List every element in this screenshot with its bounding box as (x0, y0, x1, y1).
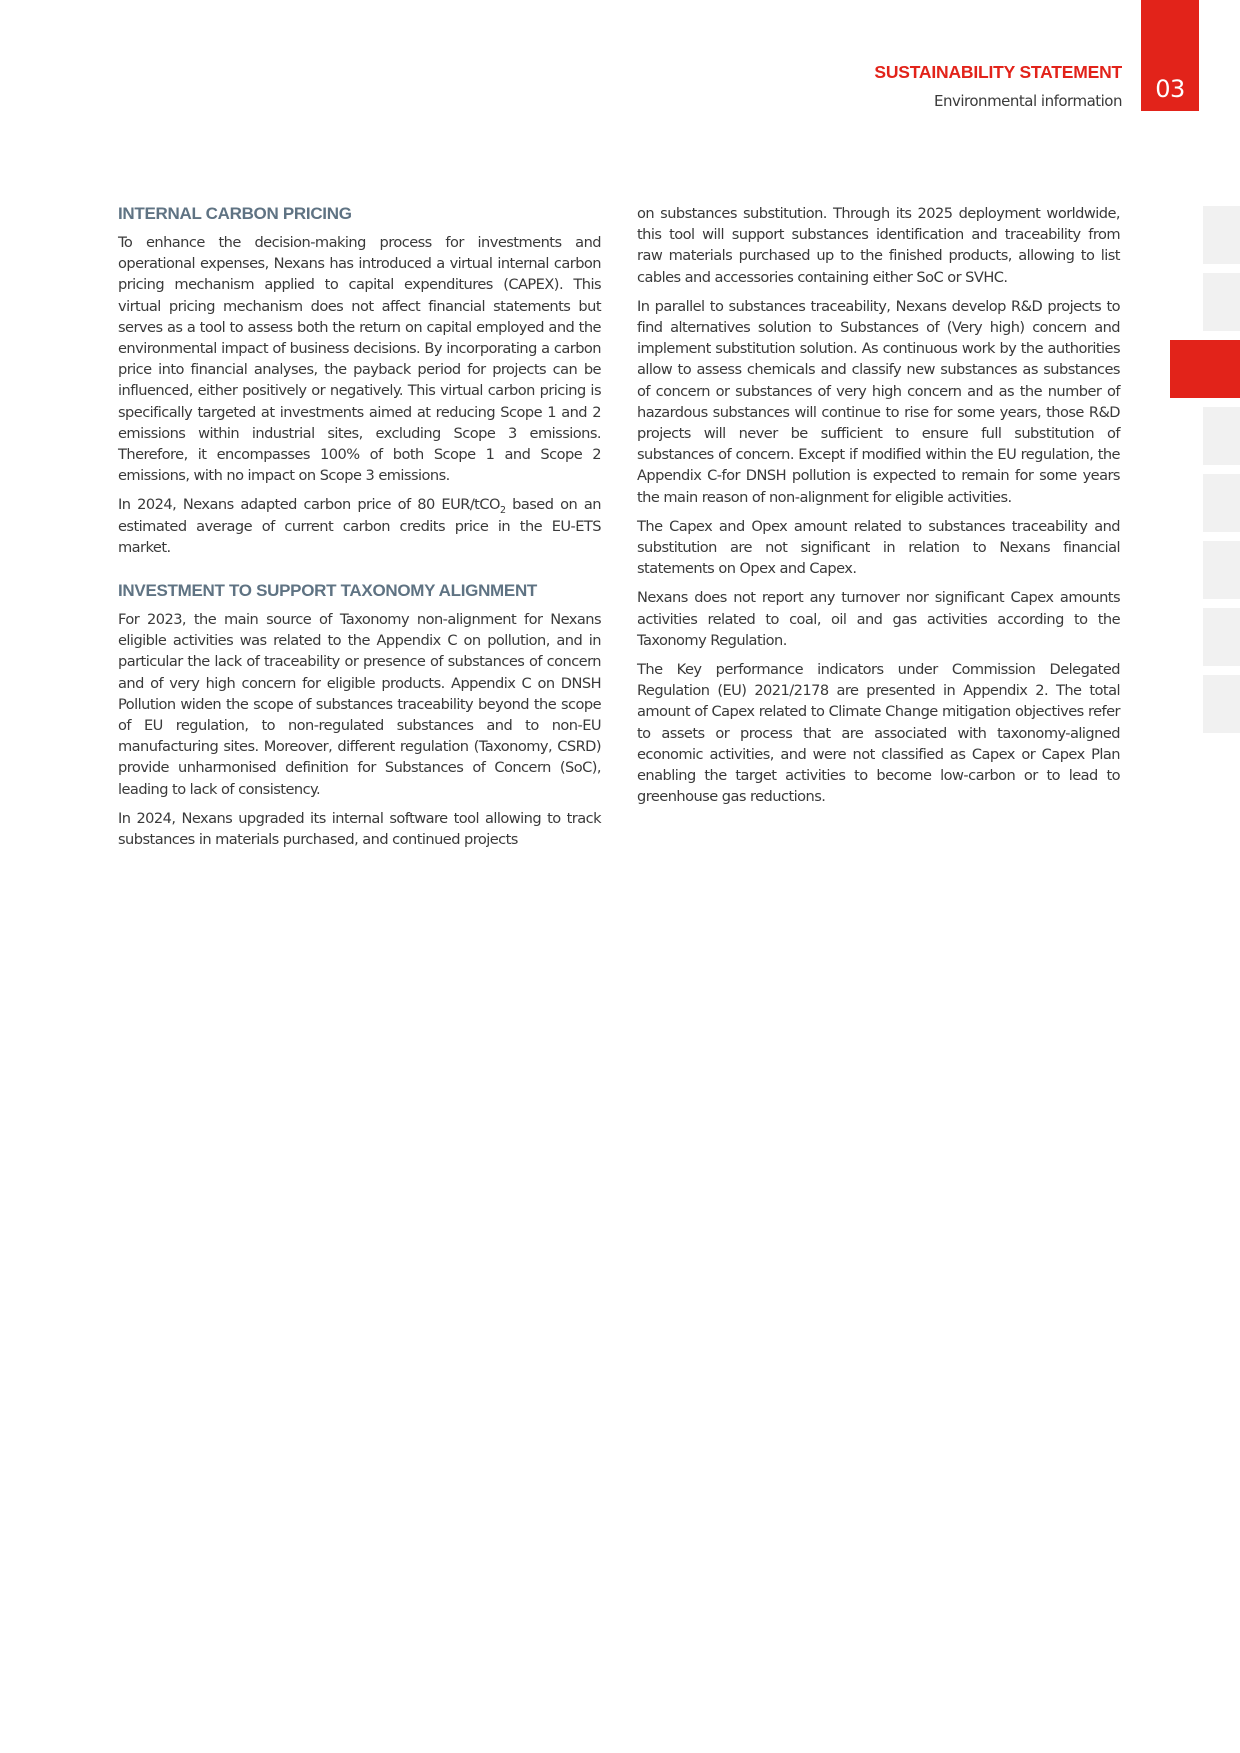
chapter-tab-1[interactable] (1203, 206, 1240, 264)
carbon-price-text-end: based on an estimated average of current carbon credits price in the EU-ETS market. (118, 496, 601, 556)
paragraph-carbon-price-2024 (118, 494, 601, 558)
paragraph-software-tool-2024: In 2024, Nexans upgraded its internal software tool allowing to track substances in materials purchased, and continued projects (118, 809, 601, 849)
paragraph-capex-opex-amounts: The Capex and Opex amount related to substances traceability and substitution are not significant in relation to Nexans financial statements on Opex and Capex. (637, 517, 1120, 578)
paragraph-taxonomy-non-alignment: For 2023, the main source of Taxonomy non-alignment for Nexans eligible activities was related to the Appendix C on pollution, and in particular the lack of traceability or presence of substances of concern and of very high concern for eligible products. Appendix C on DNSH Pollution widen the scope of substances traceability beyond the scope of EU regulation, to non-regulated substances and to non-EU manufacturing sites. Moreover, different regulation (Taxonomy, CSRD) provide unharmonised definition for Substances of Concern (SoC), leading to lack of consistency. (118, 611, 601, 798)
chapter-tab-8[interactable] (1203, 675, 1240, 733)
section-title: SUSTAINABILITY STATEMENT (874, 62, 1122, 82)
paragraph-fossil-activities: Nexans does not report any turnover nor significant Capex amounts activities related to coal, oil and gas activities according to the Taxonomy Regulation. (637, 589, 1120, 649)
paragraph-carbon-pricing-mechanism: To enhance the decision-making process for investments and operational expenses, Nexans has introduced a virtual internal carbon pricing mechanism applied to capital expenditures (CAPEX). This virtual pricing mechanism does not affect financial statements but serves as a tool to assess both the return on capital employed and the environmental impact of business decisions. By incorporating a carbon price into financial analyses, the payback period for projects can be influenced, either positively or negatively. This virtual carbon pricing is specifically targeted at investments aimed at reducing Scope 1 and 2 emissions within industrial sites, excluding Scope 3 emissions. Therefore, it encompasses 100% of both Scope 1 and Scope 2 emissions, with no impact on Scope 3 emissions. (118, 234, 601, 485)
chapter-tab-3-active[interactable] (1170, 340, 1240, 398)
chapter-tab-5[interactable] (1203, 474, 1240, 532)
right-column (637, 203, 1120, 815)
chapter-tab-4[interactable] (1203, 407, 1240, 465)
heading-internal-carbon-pricing: INTERNAL CARBON PRICING (118, 204, 352, 223)
paragraph-rd-projects: In parallel to substances traceability, Nexans develop R&D projects to find alternatives solution to Substances of (Very high) concern and implement substitution solution. As continuous work by the authorities allow to assess chemicals and classify new substances as substances of concern or substances of very high concern and as the number of hazardous substances will continue to rise for some years, those R&D projects will never be sufficient to ensure full substitution of substances of concern. Except if modified within the EU regulation, the Appendix C-for DNSH pollution is expected to remain for some years the main reason of non-alignment for eligible activities. (637, 297, 1120, 506)
co2-subscript: 2 (499, 505, 506, 517)
chapter-tabs (1203, 206, 1240, 742)
chapter-tab-6[interactable] (1203, 541, 1240, 599)
chapter-tab-2[interactable] (1203, 273, 1240, 331)
left-column (118, 203, 601, 858)
chapter-badge (1141, 0, 1199, 111)
chapter-tab-7[interactable] (1203, 608, 1240, 666)
heading-taxonomy-alignment: INVESTMENT TO SUPPORT TAXONOMY ALIGNMENT (118, 581, 538, 601)
paragraph-kpi-delegated-regulation: The Key performance indicators under Commission Delegated Regulation (EU) 2021/2178 are presented in Appendix 2. The total amount of Capex related to Climate Change mitigation objectives refer to assets or process that are associated with taxonomy-aligned economic activities, and were not classified as Capex or Capex Plan enabling the target activities to become low-carbon or to lead to greenhouse gas reductions. (637, 661, 1120, 806)
paragraph-substances-substitution: on substances substitution. Through its 2025 deployment worldwide, this tool will support substances identification and traceability from raw materials purchased up to the finished products, allowing to list cables and accessories containing either SoC or SVHC. (637, 205, 1120, 286)
subsection-title: Environmental information (934, 92, 1122, 110)
chapter-number: 03 (1155, 75, 1185, 103)
carbon-price-text: In 2024, Nexans adapted carbon price of 80 EUR/tCO (118, 496, 500, 514)
